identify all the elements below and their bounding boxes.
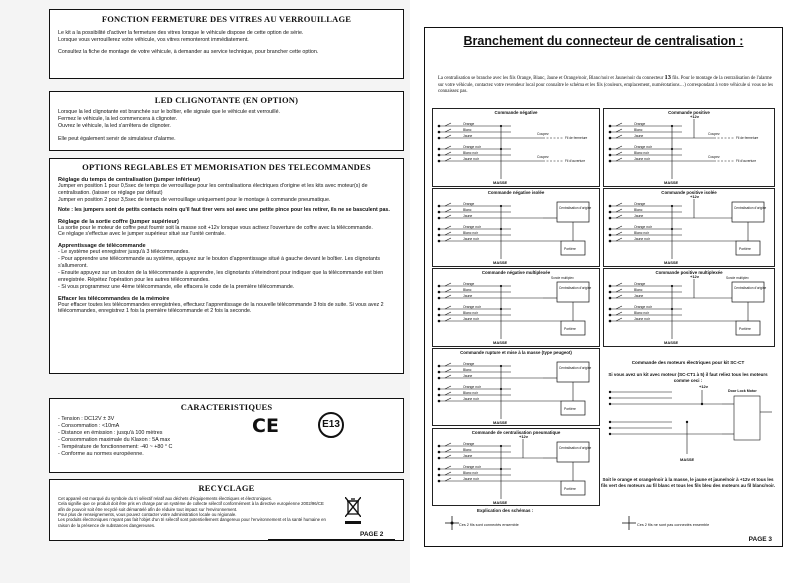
relay-contact [445, 215, 451, 218]
led-text-4: Elle peut également servir de simulateur d'alarme. [58, 135, 176, 142]
door-label: Portière [564, 247, 576, 251]
recycling-text-4: Les produits électroniques n'ayant pas fait l'objet d'un tri sélectif sont potentiellement dangereux pour l'environnement et la santé humaine en raison de la présence de substances dangereuses. [58, 517, 326, 528]
wiring-diagram [433, 269, 600, 347]
wiring-diagram [433, 429, 600, 506]
panel-title: Commande négative multiplexée [481, 270, 551, 275]
central-unit-box [557, 442, 589, 462]
relay-contact [445, 283, 451, 286]
junction-dot [500, 125, 502, 127]
wire-label: Orange noir [634, 225, 652, 230]
wire-label: Orange noir [463, 225, 481, 230]
crossing-icon [622, 516, 636, 530]
junction-dot [671, 205, 673, 207]
motors-masse-label: MASSE [680, 457, 695, 462]
door-label: Portière [564, 327, 576, 331]
wire-label: Jaune noir [463, 397, 479, 402]
ce-mark-icon: CE [252, 415, 279, 437]
wire-label: Blanc noir [463, 231, 479, 236]
legend-title: Explication des schémas : [477, 508, 534, 513]
relay-contact [616, 289, 622, 292]
relay-contact [445, 123, 451, 126]
timing-heading: Réglage du temps de centralisation (jumper inférieur) [58, 177, 201, 183]
junction-dot [500, 365, 502, 367]
relay-contact [616, 129, 622, 132]
relay-contact [445, 146, 451, 149]
learning-text-4: - Si vous programmez une 4ème télécommande, elle effacera le code de la première télécommande. [58, 283, 295, 290]
panel-title: Commande positive [668, 110, 710, 115]
plus12-label: +12v [519, 434, 529, 439]
relay-contact [445, 152, 451, 155]
wire-label: Blanc [463, 368, 472, 373]
trunk-heading: Réglage de la sortie coffre (jumper supérieur) [58, 218, 179, 225]
spec-line: - Tension : DC12V ± 3V [58, 416, 115, 422]
wire-label: Jaune [634, 134, 644, 139]
wire-label: Orange noir [463, 465, 481, 470]
wire-label: Blanc [634, 288, 643, 293]
diagram-legend [437, 508, 767, 530]
motors-section [600, 360, 776, 489]
relay-contact [445, 295, 451, 298]
led-text-2: Fermez le véhicule, la led commencera à clignoter. [58, 115, 178, 122]
relay-contact [445, 158, 451, 161]
wiring-diagram [604, 189, 775, 267]
masse-label: MASSE [493, 340, 508, 345]
door-label: Portière [739, 327, 751, 331]
relay-contact [445, 478, 451, 481]
wire-label: Orange [463, 122, 475, 127]
central-unit-box [732, 282, 764, 302]
relay-contact [445, 226, 451, 229]
relay-contact [445, 443, 451, 446]
masse-label: MASSE [493, 180, 508, 185]
junction-dot [500, 205, 502, 207]
diagram-panel [432, 268, 600, 347]
right-page [424, 27, 783, 547]
cut-label: Coupez [708, 155, 720, 159]
motors-plus12-label: +12v [699, 384, 709, 389]
intro-wire-count: 13 [664, 74, 672, 81]
motors-diagram [602, 382, 774, 464]
junction-dot [500, 148, 502, 150]
panel-title: Commande négative [494, 110, 538, 115]
motors-subtitle: Si vous avez un kit avec moteur (SC-CT1 à 5) il faut reliez tous les moteurs comme ceci : [608, 372, 768, 383]
central-unit-label: Centralisation d'origine [559, 366, 592, 370]
recycling-text-2: Cela signifie que ce produit doit être pris en charge par un système de collecte sélectif conformément à la directive européenne 2002/96/CE afin de pouvoir soit être recyclé soit démantelé afin de réduire tout impact sur l'environnement. [58, 501, 324, 512]
relay-contact [616, 306, 622, 309]
learning-text-2: - Pour apprendre une télécommande au système, appuyez sur le bouton d'apprentissage situé à gauche devant le boîtier. Les clignotants s'allumeront. [58, 256, 380, 269]
spec-line: - Distance en émission : jusqu'à 100 mètres [58, 430, 163, 437]
relay-contact [616, 146, 622, 149]
relay-contact [616, 158, 622, 161]
recycling-text-3: Pour plus de renseignements, vous pouvez contacter votre administration locale ou régionale. [58, 512, 237, 518]
panel-title: Commande positive multiplexée [655, 270, 723, 275]
relay-contact [616, 238, 622, 241]
learning-text-3: - Ensuite appuyez sur un bouton de la télécommande à apprendre, les clignotants s'éteindront pour indiquer que la télécommande est bien enregistrée. Répétez l'opération pour les autres télécommandes. [58, 269, 384, 283]
page-number-2: PAGE 2 [360, 531, 384, 538]
e13-mark-icon: E13 [318, 412, 344, 438]
junction-dot [671, 125, 673, 127]
central-unit-box [557, 282, 589, 302]
panel-title: Commande de centralisation pneumatique [471, 430, 561, 435]
wire-label: Blanc [634, 208, 643, 213]
diagram-panel [432, 428, 600, 506]
relay-contact [445, 232, 451, 235]
relay-contact [616, 152, 622, 155]
panel-title: Commande positive isolée [661, 190, 717, 195]
door-label: Portière [564, 407, 576, 411]
led-text-3: Ouvrez le véhicule, la led s'arrêtera de clignoter. [58, 122, 171, 129]
plus12-label: +12v [690, 194, 700, 199]
wire-label: Orange noir [463, 305, 481, 310]
motors-title: Commande des moteurs électriques pour kit SC-CT [631, 360, 745, 365]
plus12-label: +12v [690, 274, 700, 279]
relay-contact [445, 312, 451, 315]
relay-contact [445, 369, 451, 372]
diagram-panel [603, 108, 775, 187]
diagram-panel [432, 108, 600, 187]
learning-heading: Apprentissage de télécommande [58, 243, 146, 250]
wire-label: Blanc noir [463, 151, 479, 156]
trunk-text-1: La sortie pour le moteur de coffre peut fournir soit la masse soit +12v lorsque vous activez l'ouverture de coffre avec la télécommande. [58, 224, 373, 231]
wire-label: Orange noir [634, 145, 652, 150]
wire-label: Jaune noir [463, 317, 479, 322]
relay-contact [616, 283, 622, 286]
multiplex-label: Sonde multiplex [726, 276, 749, 280]
wire-label: Jaune noir [463, 477, 479, 482]
wire-label: Blanc noir [463, 391, 479, 396]
connector-title: Branchement du connecteur de centralisation : [463, 34, 744, 48]
wire-label: Orange [634, 122, 646, 127]
junction-dot [500, 445, 502, 447]
relay-contact [616, 318, 622, 321]
motors-note: Soit le orange et orange/noir à la masse, le jaune et jaune/noir à +12v et tous les fils vert des moteurs au fil blanc et tous les fils bleu des moteurs au fil blanc/noir. [600, 476, 776, 488]
relay-contact [445, 289, 451, 292]
wiring-diagram [604, 109, 775, 187]
relay-contact [616, 123, 622, 126]
opening-wire-label: Fil d'ouverture [565, 159, 586, 163]
intro-text-b: fils. Pour le montage de la centralisation de l'alarme sur votre véhicule, contactez votre revendeur local pour connaître le schéma et les fils (couleurs, emplacement, numérotations…) correspondant à votre véhicule si vous ne les connaissez pas. [438, 76, 773, 95]
window-closing-text-3: Consultez la fiche de montage de votre véhicule, à demander au service technique, pour brancher cette option. [58, 48, 319, 55]
relay-contact [445, 306, 451, 309]
specs-box [49, 398, 404, 473]
relay-contact [616, 226, 622, 229]
window-closing-box [49, 9, 404, 79]
wire-label: Blanc [463, 128, 472, 133]
spec-line: - Consommation : <10mA [58, 423, 120, 430]
relay-contact [445, 449, 451, 452]
junction-dot [671, 308, 673, 310]
relay-contact [445, 375, 451, 378]
options-box [49, 158, 404, 374]
masse-label: MASSE [493, 500, 508, 505]
intro-text-a: La centralisation se branche avec les fils Orange, Blanc, Jaune et Orange/noir, Blanc/noir et Jaune/noir du connecteur [438, 76, 665, 81]
central-unit-label: Centralisation d'origine [559, 446, 592, 450]
masse-label: MASSE [493, 420, 508, 425]
central-unit-label: Centralisation d'origine [559, 206, 592, 210]
wiring-diagram [433, 189, 600, 267]
closing-wire-label: Fil de fermeture [736, 136, 759, 140]
window-closing-title: FONCTION FERMETURE DES VITRES AU VERROUILLAGE [101, 14, 352, 24]
jumper-note: Note : les jumpers sont de petits contacts noirs qu'il faut tirer vers soi avec une petite pince pour les retirer, ils ne se basculent pas. [58, 206, 390, 213]
wire-label: Blanc noir [463, 311, 479, 316]
relay-contact [445, 209, 451, 212]
wire-label: Blanc noir [463, 471, 479, 476]
bin-bar [345, 521, 361, 524]
crossed-bin-icon [345, 497, 361, 517]
masse-label: MASSE [493, 260, 508, 265]
connected-icon [445, 516, 459, 530]
wire-label: Orange [634, 282, 646, 287]
junction-dot [500, 285, 502, 287]
masse-label: MASSE [664, 180, 679, 185]
junction-dot [671, 148, 673, 150]
central-unit-label: Centralisation d'origine [734, 286, 767, 290]
panel-title: Commande négative isolée [487, 190, 545, 195]
timing-text-2: Jumper en position 2 pour 3,5sec de temps de verrouillage uniquement pour le montage à commande pneumatique. [58, 196, 331, 203]
wire-label: Jaune [634, 214, 644, 219]
wiring-diagram [433, 109, 600, 187]
masse-label: MASSE [664, 260, 679, 265]
spec-line: - Consommation maximale du Klaxon : 5A max [58, 437, 171, 444]
junction-dot [671, 285, 673, 287]
wire-label: Orange [463, 362, 475, 367]
wire-label: Jaune [463, 134, 473, 139]
window-closing-text-2: Lorsque vous verrouillerez votre véhicule, vos vitres remonteront immédiatement. [58, 36, 249, 43]
wire-label: Jaune [463, 454, 473, 459]
wire-label: Orange noir [634, 305, 652, 310]
led-box [49, 91, 404, 151]
cut-label: Coupez [708, 132, 720, 136]
page-number-3: PAGE 3 [748, 536, 772, 543]
diagram-panel [603, 188, 775, 267]
legend-not-connected: Ces 2 fils ne sont pas connectés ensemble [637, 523, 710, 527]
wire-label: Blanc [463, 208, 472, 213]
junction-dot [671, 228, 673, 230]
wire-label: Blanc [634, 128, 643, 133]
cut-label: Coupez [537, 155, 549, 159]
door-label: Portière [564, 487, 576, 491]
motor-label: Door Lock Motor [728, 389, 757, 393]
relay-contact [445, 386, 451, 389]
wire-label: Jaune noir [634, 157, 650, 162]
page-rule [268, 539, 395, 541]
relay-contact [616, 203, 622, 206]
relay-contact [445, 318, 451, 321]
closing-wire-label: Fil de fermeture [565, 136, 588, 140]
timing-text-1: Jumper en position 1 pour 0,5sec de temps de verrouillage pour les centralisations électriques d'origine et les kits avec moteur(s) de centralisation. (laisser ce réglage par défaut) [58, 183, 368, 196]
relay-contact [445, 238, 451, 241]
window-closing-text-1: Le kit a la possibilité d'activer la fermeture des vitres lorsque le véhicule dispose de cette option de série. [58, 30, 304, 36]
wire-label: Jaune [463, 294, 473, 299]
trunk-text-2: Ce réglage s'effectue avec le jumper supérieur situé sur l'unité centrale. [58, 231, 226, 238]
erase-text: Pour effacer toutes les télécommandes enregistrées, effectuez l'apprentissage de la nouvelle télécommande 3 fois de suite. Si vous avez 2 télécommandes, enregistrez 1 fois la première télécommande et 2 fois la seconde. [58, 301, 384, 315]
wire-label: Blanc [463, 448, 472, 453]
spec-line: - Conforme au normes européenne. [58, 451, 144, 458]
relay-contact [445, 135, 451, 138]
junction-dot [500, 388, 502, 390]
wire-label: Blanc noir [634, 231, 650, 236]
wiring-diagram [433, 349, 600, 426]
relay-contact [445, 203, 451, 206]
diagram-panel [432, 348, 600, 426]
learning-text-1: - Le système peut enregistrer jusqu'à 3 télécommandes. [58, 249, 190, 256]
wire-label: Jaune noir [463, 237, 479, 242]
led-text-1: Lorsque la led clignotante est branchée sur le boîtier, elle signale que le véhicule est verrouillé. [58, 109, 281, 115]
opening-wire-label: Fil d'ouverture [736, 159, 757, 163]
specs-title: CARACTERISTIQUES [180, 402, 273, 412]
spec-line: - Température de fonctionnement: -40 ~ +80 ° C [58, 444, 173, 451]
central-unit-label: Centralisation d'origine [559, 286, 592, 290]
recycling-title: RECYCLAGE [198, 483, 255, 493]
wire-label: Blanc [463, 288, 472, 293]
masse-label: MASSE [664, 340, 679, 345]
wire-label: Orange noir [463, 145, 481, 150]
relay-contact [616, 312, 622, 315]
wire-label: Orange [463, 442, 475, 447]
central-unit-box [732, 202, 764, 222]
relay-contact [445, 455, 451, 458]
relay-contact [616, 215, 622, 218]
erase-heading: Effacer les télécommandes de la mémoire [58, 295, 170, 302]
multiplex-label: Sonde multiplex [551, 276, 574, 280]
wire-label: Jaune noir [634, 317, 650, 322]
relay-contact [616, 209, 622, 212]
relay-contact [445, 392, 451, 395]
wire-label: Orange [634, 202, 646, 207]
plus12-label: +12v [690, 114, 700, 119]
wire-label: Blanc noir [634, 311, 650, 316]
recycling-text-1: Cet appareil est marqué du symbole du tri sélectif relatif aux déchets d'équipements électriques et électroniques. [58, 496, 273, 501]
central-unit-box [557, 362, 589, 382]
wire-label: Jaune noir [634, 237, 650, 242]
relay-contact [616, 232, 622, 235]
central-unit-box [557, 202, 589, 222]
relay-contact [445, 466, 451, 469]
relay-contact [445, 129, 451, 132]
diagram-panel [432, 188, 600, 267]
wire-label: Jaune [463, 214, 473, 219]
wire-label: Orange [463, 282, 475, 287]
door-label: Portière [739, 247, 751, 251]
relay-contact [616, 135, 622, 138]
wire-label: Jaune [634, 294, 644, 299]
led-title: LED CLIGNOTANTE (EN OPTION) [154, 95, 299, 105]
wire-label: Orange noir [463, 385, 481, 390]
legend-connected: Ces 2 fils sont connectés ensemble [459, 523, 519, 527]
diagram-panel [603, 268, 775, 347]
connector-intro [438, 74, 774, 96]
junction-dot [500, 228, 502, 230]
junction-dot [500, 468, 502, 470]
wire-label: Jaune noir [463, 157, 479, 162]
central-unit-label: Centralisation d'origine [734, 206, 767, 210]
wiring-diagram [604, 269, 775, 347]
wire-label: Orange [463, 202, 475, 207]
relay-contact [616, 295, 622, 298]
options-title: OPTIONS REGLABLES ET MEMORISATION DES TELECOMMANDES [82, 162, 371, 172]
relay-contact [445, 398, 451, 401]
wire-label: Blanc noir [634, 151, 650, 156]
cut-label: Coupez [537, 132, 549, 136]
panel-title: Commande rupture et mise à la masse (type peugeot) [460, 350, 572, 355]
relay-contact [445, 363, 451, 366]
junction-dot [500, 308, 502, 310]
relay-contact [445, 472, 451, 475]
wire-label: Jaune [463, 374, 473, 379]
